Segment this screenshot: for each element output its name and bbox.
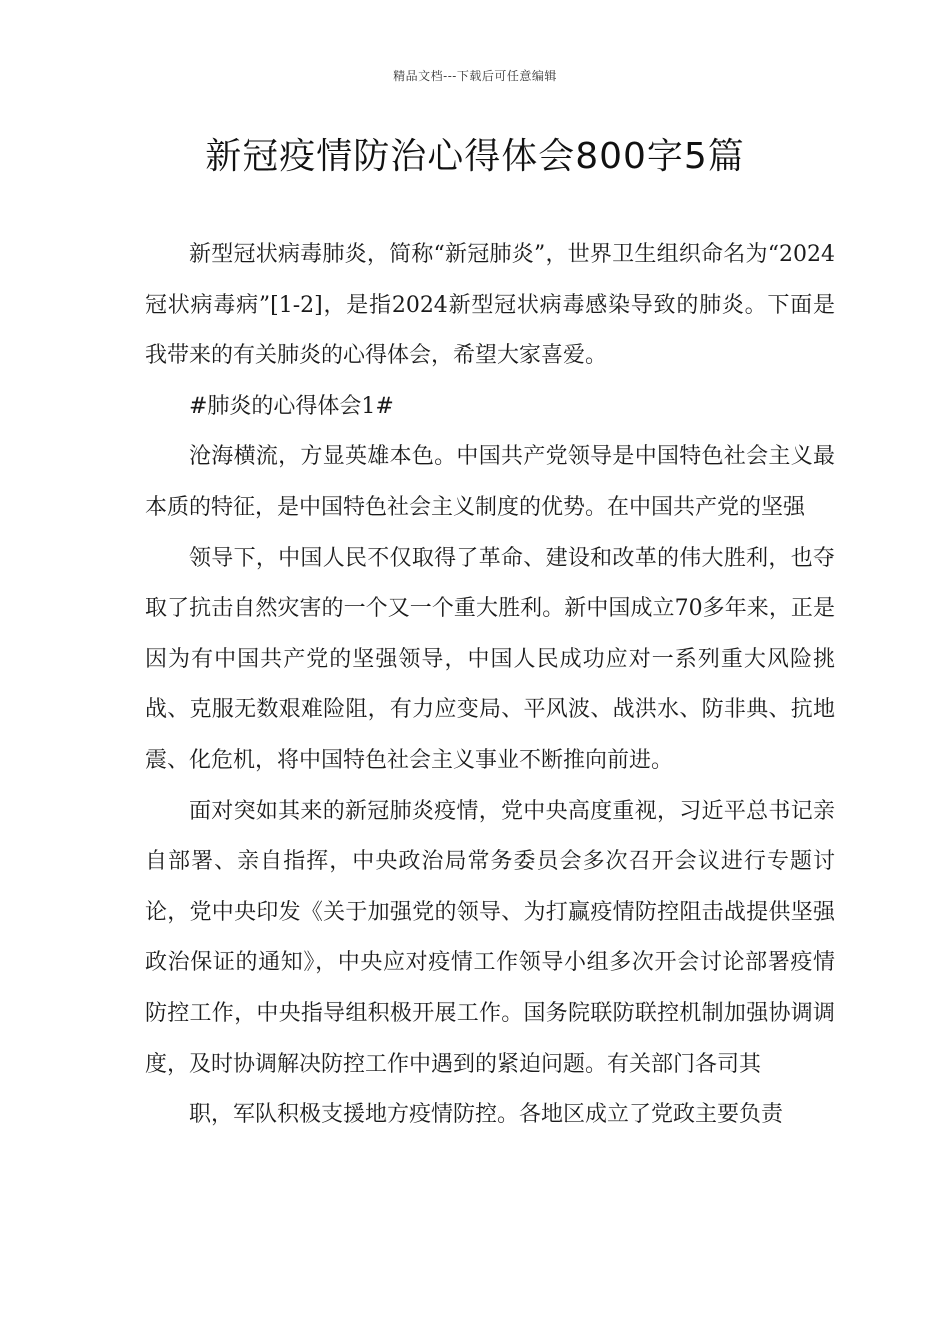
- section-heading: #肺炎的心得体会1#: [189, 393, 394, 419]
- page-title: 新冠疫情防治心得体会800字5篇: [205, 136, 745, 177]
- document-body: [145, 230, 835, 1141]
- paragraph: 领导下，中国人民不仅取得了革命、建设和改革的伟大胜利，也夺取了抗击自然灾害的一个又一个重大胜利。新中国成立70多年来，正是因为有中国共产党的坚强领导，中国人民成功应对一系列重大风险挑战、克服无数艰难险阻，有力应变局、平风波、战洪水、防非典、抗地震、化危机，将中国特色社会主义事业不断推向前进。: [145, 545, 835, 773]
- header-note: 精品文档---下载后可任意编辑: [393, 69, 557, 83]
- paragraph: 沧海横流，方显英雄本色。中国共产党领导是中国特色社会主义最本质的特征，是中国特色社会主义制度的优势。在中国共产党的坚强: [145, 444, 835, 520]
- paragraph: 职，军队积极支援地方疫情防控。各地区成立了党政主要负责: [189, 1102, 784, 1128]
- paragraph: 面对突如其来的新冠肺炎疫情，党中央高度重视，习近平总书记亲自部署、亲自指挥，中央政治局常务委员会多次召开会议进行专题讨论，党中央印发《关于加强党的领导、为打赢疫情防控阻击战提供坚强政治保证的通知》，中央应对疫情工作领导小组多次开会讨论部署疫情防控工作，中央指导组积极开展工作。国务院联防联控机制加强协调调度，及时协调解决防控工作中遇到的紧迫问题。有关部门各司其: [145, 798, 835, 1077]
- paragraph-intro: 新型冠状病毒肺炎，简称“新冠肺炎”，世界卫生组织命名为“2024冠状病毒病”[1-2]，是指2024新型冠状病毒感染导致的肺炎。下面是我带来的有关肺炎的心得体会，希望大家喜爱。: [145, 242, 835, 369]
